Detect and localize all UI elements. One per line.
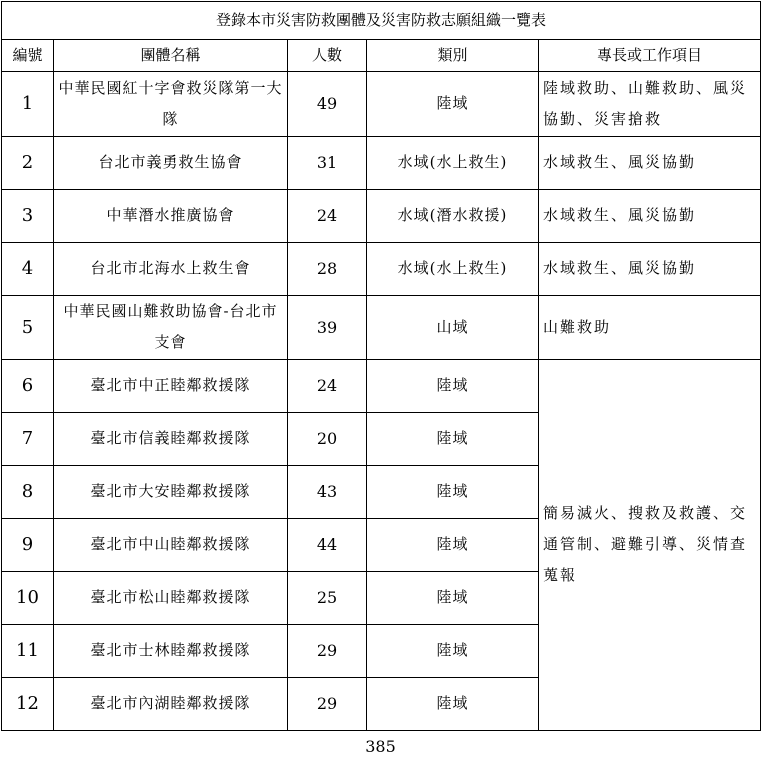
table-row: [2, 242, 761, 295]
group-name: 臺北市中正睦鄰救援隊: [54, 359, 288, 412]
category: 陸域: [367, 412, 539, 465]
row-number: 11: [2, 624, 54, 677]
member-count: 20: [288, 412, 367, 465]
expertise: 陸域救助、山難救助、風災協勤、災害搶救: [539, 72, 761, 136]
member-count: 24: [288, 359, 367, 412]
expertise: 水域救生、風災協勤: [539, 189, 761, 242]
header-member-count: 人數: [288, 39, 367, 72]
category: 水域(水上救生): [367, 242, 539, 295]
member-count: 24: [288, 189, 367, 242]
expertise: 水域救生、風災協勤: [539, 136, 761, 189]
member-count: 29: [288, 624, 367, 677]
member-count: 39: [288, 295, 367, 359]
member-count: 43: [288, 465, 367, 518]
row-number: 2: [2, 136, 54, 189]
header-category: 類別: [367, 39, 539, 72]
row-number: 1: [2, 72, 54, 136]
group-name: 臺北市松山睦鄰救援隊: [54, 571, 288, 624]
volunteer-organizations-table: [1, 1, 761, 731]
member-count: 29: [288, 677, 367, 730]
row-number: 8: [2, 465, 54, 518]
row-number: 5: [2, 295, 54, 359]
row-number: 4: [2, 242, 54, 295]
row-number: 3: [2, 189, 54, 242]
group-name: 臺北市內湖睦鄰救援隊: [54, 677, 288, 730]
group-name: 台北市義勇救生協會: [54, 136, 288, 189]
category: 陸域: [367, 465, 539, 518]
header-expertise: 專長或工作項目: [539, 39, 761, 72]
group-name: 中華民國紅十字會救災隊第一大隊: [54, 72, 288, 136]
row-number: 7: [2, 412, 54, 465]
page-number: 385: [365, 737, 396, 756]
category: 山域: [367, 295, 539, 359]
group-name: 臺北市中山睦鄰救援隊: [54, 518, 288, 571]
member-count: 28: [288, 242, 367, 295]
category: 陸域: [367, 72, 539, 136]
category: 水域(水上救生): [367, 136, 539, 189]
row-number: 10: [2, 571, 54, 624]
group-name: 台北市北海水上救生會: [54, 242, 288, 295]
table-title: 登錄本市災害防救團體及災害防救志願組織一覽表: [2, 2, 761, 40]
category: 陸域: [367, 677, 539, 730]
row-number: 6: [2, 359, 54, 412]
table-row: [2, 72, 761, 136]
table-row: [2, 189, 761, 242]
member-count: 31: [288, 136, 367, 189]
member-count: 25: [288, 571, 367, 624]
row-number: 9: [2, 518, 54, 571]
header-number: 編號: [2, 39, 54, 72]
group-name: 中華潛水推廣協會: [54, 189, 288, 242]
category: 陸域: [367, 571, 539, 624]
header-row: [2, 39, 761, 72]
expertise: 山難救助: [539, 295, 761, 359]
category: 陸域: [367, 359, 539, 412]
member-count: 44: [288, 518, 367, 571]
header-group-name: 團體名稱: [54, 39, 288, 72]
expertise: 水域救生、風災協勤: [539, 242, 761, 295]
category: 水域(潛水救援): [367, 189, 539, 242]
member-count: 49: [288, 72, 367, 136]
shared-expertise: 簡易滅火、搜救及救護、交通管制、避難引導、災情查蒐報: [539, 359, 761, 730]
category: 陸域: [367, 518, 539, 571]
table-row: [2, 295, 761, 359]
group-name: 臺北市士林睦鄰救援隊: [54, 624, 288, 677]
group-name: 中華民國山難救助協會-台北市支會: [54, 295, 288, 359]
group-name: 臺北市信義睦鄰救援隊: [54, 412, 288, 465]
category: 陸域: [367, 624, 539, 677]
table-row: [2, 359, 761, 412]
group-name: 臺北市大安睦鄰救援隊: [54, 465, 288, 518]
table-row: [2, 136, 761, 189]
row-number: 12: [2, 677, 54, 730]
